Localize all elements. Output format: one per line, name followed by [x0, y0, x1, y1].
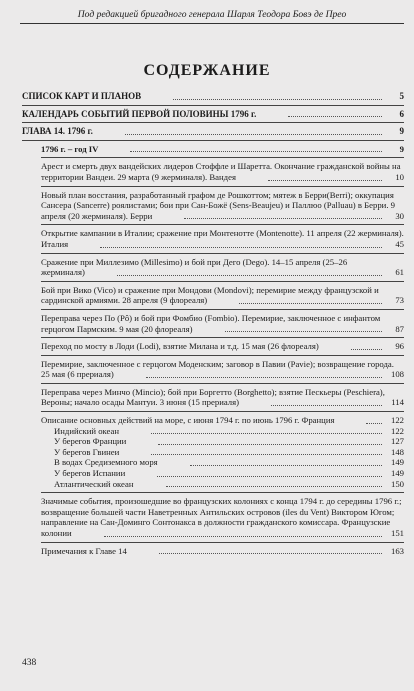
toc-entry-title: Перемирие, заключенное с герцогом Моденским; заговор в Павии (Pavie); возвращение города. 25 мая (6 прериаля): [41, 358, 394, 380]
dot-leader: [159, 553, 382, 554]
toc-entry-title: В водах Средиземного моря: [54, 457, 158, 468]
toc-entry-title: У берегов Гвинеи: [54, 446, 120, 457]
running-header: Под редакцией бригадного генерала Шарля Теодора Бовэ де Прео: [77, 9, 347, 20]
toc-entry-page: 73: [395, 295, 404, 306]
toc-entry: [22, 426, 404, 437]
toc-entry-title: Открытие кампании в Италии; сражение при Монтенотте (Montenotte). 11 апреля (22 жерминаля). Италия: [41, 228, 404, 249]
dot-leader: [190, 465, 382, 466]
toc-entry-title: Арест и смерть двух вандейских лидеров Стоффле и Шаретта. Окончание гражданской войны на территории Вандеи. 29 марта (9 жерминаля). Вандея: [41, 161, 401, 182]
toc-entry-title: Новый план восстания, разработанный графом де Рошкоттом; мятеж в Берри(Berri); оккупация Сансера (Sancerre) роялистами; бои при Сан-Божё (Sens-Beaujeu) и Паллюо (Palluau) в Берри. 9 апреля (20 жерминаля). Берри: [41, 189, 396, 221]
toc-divider: [41, 186, 404, 187]
toc-divider: [22, 122, 404, 123]
toc-entry: [22, 546, 404, 557]
dot-leader: [151, 454, 382, 455]
toc-entry-page: 87: [395, 323, 404, 334]
dot-leader: [158, 444, 382, 445]
dot-leader: [239, 303, 382, 304]
dot-leader: [166, 486, 382, 487]
toc-entry: [22, 109, 404, 120]
toc-entry-page: 9: [399, 143, 404, 154]
dot-leader: [125, 134, 382, 135]
toc-divider: [41, 157, 404, 158]
toc-entry: [22, 313, 404, 334]
toc-entry: [22, 341, 404, 352]
toc-entry-title: Переправа через По (Pô) и бой при Фомбио (Fombio). Перемирие, заключенное с инфантом герцогом Пармским. 9 мая (20 флореаля): [41, 312, 381, 334]
dot-leader: [100, 247, 382, 248]
toc-entry: [22, 387, 404, 408]
toc-divider: [41, 355, 404, 356]
toc-entry-title: Бой при Вико (Vico) и сражение при Мондови (Mondovi); перемирие между французской и сардинской армиями. 28 апреля (9 флореаля): [41, 284, 379, 306]
toc-entry-title: Переход по мосту в Лоди (Lodi), взятие Милана и т.д. 15 мая (26 флореаля): [41, 341, 319, 352]
toc-entry: [22, 228, 404, 249]
toc-divider: [41, 383, 404, 384]
toc-entry: [22, 190, 404, 222]
toc-divider: [41, 309, 404, 310]
toc-entry-title: 1796 г. – год IV: [41, 143, 99, 154]
toc-entry: [22, 457, 404, 468]
toc-entry: [22, 359, 404, 380]
toc-divider: [41, 411, 404, 412]
toc-entry-page: 151: [390, 528, 404, 538]
toc-entry-title: ГЛАВА 14. 1796 г.: [22, 126, 93, 137]
toc-divider: [41, 337, 404, 338]
toc-entry-page: 108: [390, 369, 404, 380]
toc-divider: [22, 105, 404, 106]
toc-entry-page: 5: [399, 91, 404, 101]
toc-entry-page: 30: [395, 210, 404, 221]
table-of-contents: [22, 91, 404, 556]
toc-entry-title: КАЛЕНДАРЬ СОБЫТИЙ ПЕРВОЙ ПОЛОВИНЫ 1796 г.: [22, 108, 257, 119]
dot-leader: [268, 180, 382, 181]
header-rule: [20, 23, 404, 24]
toc-entry: [22, 257, 404, 278]
toc-entry-page: 114: [391, 397, 404, 408]
toc-entry: [22, 91, 404, 102]
toc-entry: [22, 468, 404, 479]
toc-entry-title: Описание основных действий на море, с июня 1794 г. по июнь 1796 г. Франция: [41, 415, 335, 426]
toc-entry-page: 150: [390, 478, 404, 489]
toc-entry-page: 6: [399, 108, 404, 119]
toc-entry-page: 122: [390, 415, 404, 426]
toc-entry: [22, 285, 404, 306]
toc-divider: [41, 253, 404, 254]
toc-entry: [22, 447, 404, 458]
toc-entry-page: 149: [390, 457, 404, 468]
dot-leader: [288, 116, 382, 117]
toc-entry-page: 148: [390, 446, 404, 457]
toc-entry-title: СПИСОК КАРТ И ПЛАНОВ: [22, 91, 142, 101]
toc-entry: [22, 479, 404, 490]
page-title: СОДЕРЖАНИЕ: [143, 62, 271, 79]
toc-divider: [41, 281, 404, 282]
page-number: 438: [22, 658, 37, 668]
toc-entry-page: 10: [395, 171, 404, 182]
dot-leader: [117, 275, 382, 276]
dot-leader: [271, 405, 382, 406]
toc-entry-title: Значимые события, произошедшие во французских колониях с конца 1794 г. до середины 1796 г.; возвращение большей части Наветренных Антильских островов (iles du Vent) Виктором Югом; направление на Сан-Доминго Сонтонакса в должности гражданского комиссара. Французские колонии: [41, 496, 402, 538]
toc-entry-title: Атлантический океан: [54, 478, 134, 489]
toc-entry: [22, 436, 404, 447]
dot-leader: [151, 433, 382, 434]
toc-entry-title: Сражение при Миллезимо (Millesimo) и бой при Дего (Dego). 14–15 апреля (25–26 жерминаля): [41, 256, 348, 278]
toc-entry-page: 122: [390, 425, 404, 436]
toc-entry-page: 127: [390, 436, 404, 447]
toc-entry: [22, 415, 404, 426]
toc-entry-title: У берегов Испании: [54, 468, 126, 479]
toc-entry: [22, 496, 404, 538]
dot-leader: [104, 536, 382, 537]
toc-entry: [22, 126, 404, 137]
dot-leader: [225, 331, 382, 332]
toc-entry-page: 45: [395, 238, 404, 249]
toc-entry-page: 149: [390, 468, 404, 479]
toc-entry-title: Переправа через Минчо (Mincio); бой при Боргетто (Borghetto); взятие Пескьеры (Peschiera), Вероны; начало осады Мантуи. 3 июня (15 прериаля): [41, 386, 385, 408]
dot-leader: [351, 349, 382, 350]
dot-leader: [366, 423, 382, 424]
toc-divider: [22, 140, 404, 141]
toc-entry-title: Примечания к Главе 14: [41, 545, 127, 556]
toc-divider: [41, 224, 404, 225]
toc-entry-page: 9: [399, 126, 404, 137]
toc-entry-page: 96: [395, 341, 404, 352]
dot-leader: [157, 476, 382, 477]
toc-entry: [22, 161, 404, 182]
toc-entry-page: 163: [390, 545, 404, 556]
toc-entry: [22, 144, 404, 155]
dot-leader: [173, 99, 382, 100]
toc-divider: [41, 492, 404, 493]
toc-divider: [41, 542, 404, 543]
toc-entry-title: У берегов Франции: [54, 436, 127, 447]
dot-leader: [130, 151, 382, 152]
dot-leader: [184, 218, 382, 219]
toc-entry-page: 61: [395, 267, 404, 278]
toc-entry-title: Индийский океан: [54, 425, 120, 436]
dot-leader: [146, 377, 382, 378]
